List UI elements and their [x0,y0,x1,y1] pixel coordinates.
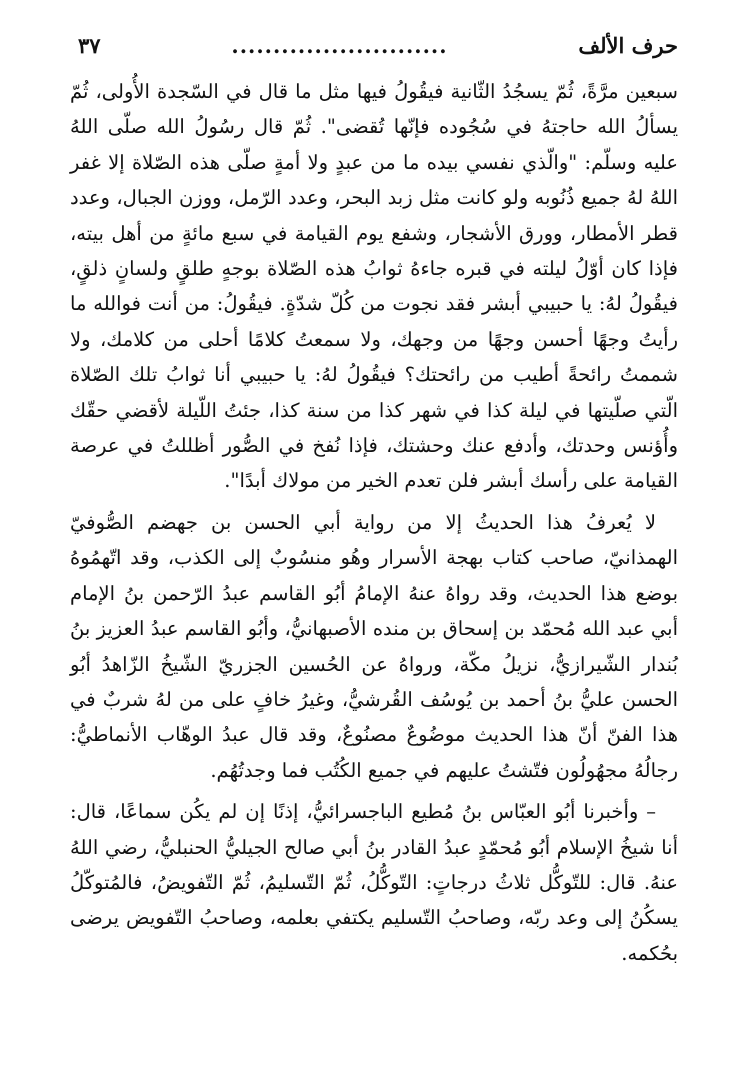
leader-dots: .......................... [231,32,448,58]
page-number: ٣٧ [78,32,101,58]
paragraph-isnad-critique: لا يُعرفُ هذا الحديثُ إلا من رواية أبي الحسن بن جهضم الصُّوفيّ الهمذانيّ، صاحب كتاب بهجة الأسرار وهُو منسُوبٌ إلى الكذب، وقد اتّهمُوهُ بوضع هذا الحديث، وقد رواهُ عنهُ الإمامُ أبُو القاسم عبدُ الرّحمن بنُ الإمام أبي عبد الله مُحمّد بن إسحاق بن منده الأصبهانيُّ، وأبُو القاسم عبدُ العزيز بنُ بُندار الشّيرازيُّ، نزيلُ مكّة، ورواهُ عن الحُسين الجزريّ الشّيخُ الزّاهدُ أبُو الحسن عليُّ بنُ أحمد بن يُوسُف القُرشيُّ، وغيرُ خافٍ على من لهُ شربٌ في هذا الفنّ أنّ هذا الحديث موضُوعٌ مصنُوعٌ، وقد قال عبدُ الوهّاب الأنماطيُّ: رجالُهُ مجهُولُون فتّشتُ عليهم في جميع الكُتُب فما وجدتُهُم. [70,510,678,782]
chapter-title: حرف الألف [578,32,678,58]
running-header [78,28,678,62]
paragraph-hadith-text: سبعين مرَّةً، ثُمّ يسجُدُ الثّانية فيقُولُ فيها مثل ما قال في السّجدة الأُولى، ثُمّ يسألُ الله حاجتهُ في سُجُوده فإنّها تُقضى". ثُمّ قال رسُولُ الله صلّى اللهُ عليه وسلّم: "والّذي نفسي بيده ما من عبدٍ ولا أمةٍ صلّى هذه الصّلاة إلا غفر اللهُ لهُ جميع ذُنُوبه ولو كانت مثل زبد البحر، وعدد الرّمل، ووزن الجبال، وعدد قطر الأمطار، وورق الأشجار، وشفع يوم القيامة في سبع مائةٍ من أهل بيته، فإذا كان أوّلُ ليلته في قبره جاءهُ ثوابُ هذه الصّلاة بوجهٍ طلقٍ ولسانٍ ذلقٍ، فيقُولُ لهُ: يا حبيبي أبشر فقد نجوت من كُلّ شدّةٍ. فيقُولُ: من أنت فوالله ما رأيتُ وجهًا أحسن وجهًا من وجهك، ولا سمعتُ كلامًا أحلى من كلامك، ولا شممتُ رائحةً أطيب من رائحتك؟ فيقُولُ لهُ: يا حبيبي أنا ثوابُ تلك الصّلاة الّتي صلّيتها في ليلة كذا في شهر كذا من سنة كذا، جئتُ اللّيلة لأقضي حقّك وأُؤنس وحدتك، وأدفع عنك وحشتك، فإذا نُفخ في الصُّور أظللتُ في عرصة القيامة على رأسك أبشر فلن تعدم الخير من مولاك أبدًا". [70,80,678,493]
page-body [70,74,678,971]
paragraph-tawakkul: – وأخبرنا أبُو العبّاس بنُ مُطيع الباجسرائيُّ، إذنًا إن لم يكُن سماعًا، قال: أنا شيخُ الإسلام أبُو مُحمّدٍ عبدُ القادر بنُ أبي صالح الجيليُّ الحنبليُّ، رضي اللهُ عنهُ. قال: للتّوكُّل ثلاثُ درجاتٍ: التّوكُّلُ، ثُمّ التّسليمُ، ثُمّ التّفويضُ، فالمُتوكّلُ يسكُنُ إلى وعد ربّه، وصاحبُ التّسليم يكتفي بعلمه، وصاحبُ التّفويض يرضى بحُكمه. [70,800,678,965]
